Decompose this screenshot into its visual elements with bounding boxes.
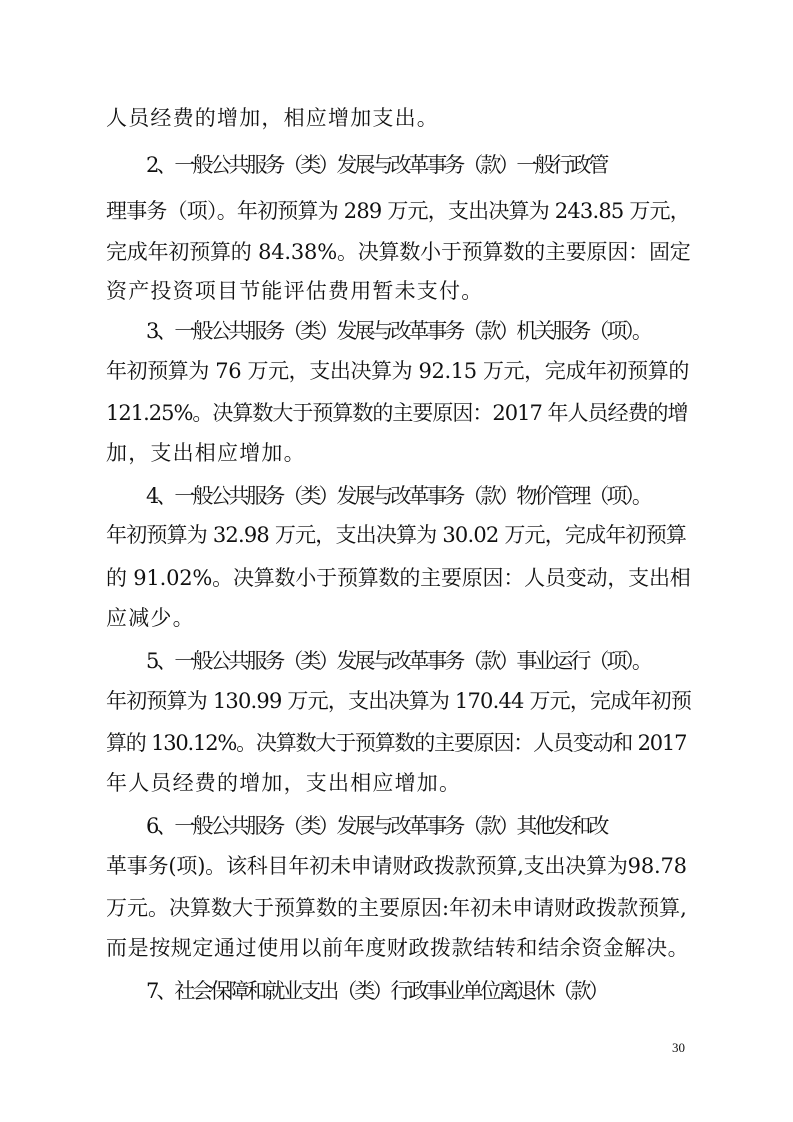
paragraph-item-5-line: 5、一般公共服务（类）发展与改革事务（款）事业运行（项）。 xyxy=(146,649,650,673)
text-line: 年初预算为 130.99 万元，支出决算为 170.44 万元，完成年初预 xyxy=(106,689,692,713)
paragraph-item-2-line: 2、一般公共服务（类）发展与改革事务（款）一般行政管 xyxy=(146,153,607,177)
text-line: 的 91.02%。决算数小于预算数的主要原因：人员变动，支出相 xyxy=(106,566,691,590)
text-line: 革事务(项)。该科目年初未申请财政拨款预算,支出决算为98.78 xyxy=(106,854,687,878)
text-line: 年人员经费的增加，支出相应增加。 xyxy=(106,771,462,795)
text-line: 加，支出相应增加。 xyxy=(106,441,306,465)
text-line: 人员经费的增加，相应增加支出。 xyxy=(106,106,439,130)
page-number: 30 xyxy=(672,1040,685,1055)
text-line: 应减少。 xyxy=(106,606,195,630)
text-line: 而是按规定通过使用以前年度财政拨款结转和结余资金解决。 xyxy=(106,936,690,960)
text-line: 年初预算为 76 万元，支出决算为 92.15 万元，完成年初预算的 xyxy=(106,359,689,383)
paragraph-item-3-line: 3、一般公共服务（类）发展与改革事务（款）机关服务（项）。 xyxy=(146,319,650,343)
text-line: 年初预算为 32.98 万元，支出决算为 30.02 万元，完成年初预算 xyxy=(106,523,687,547)
text-line: 万元。决算数大于预算数的主要原因:年初未申请财政拨款预算, xyxy=(106,896,687,920)
paragraph-item-7-line: 7、社会保障和就业支出（类）行政事业单位离退休（款） xyxy=(146,979,607,1003)
paragraph-item-6-line: 6、一般公共服务（类）发展与改革事务（款）其他发和改 xyxy=(146,814,607,838)
text-line: 资产投资项目节能评估费用暂未支付。 xyxy=(106,279,484,303)
text-line: 算的 130.12%。决算数大于预算数的主要原因：人员变动和 2017 xyxy=(106,731,687,755)
text-line: 完成年初预算的 84.38%。决算数小于预算数的主要原因：固定 xyxy=(106,240,691,264)
text-line: 121.25%。决算数大于预算数的主要原因：2017 年人员经费的增 xyxy=(106,401,688,425)
paragraph-item-4-line: 4、一般公共服务（类）发展与改革事务（款）物价管理（项）。 xyxy=(146,484,650,508)
text-line: 理事务（项）。年初预算为 289 万元，支出决算为 243.85 万元， xyxy=(106,199,690,223)
